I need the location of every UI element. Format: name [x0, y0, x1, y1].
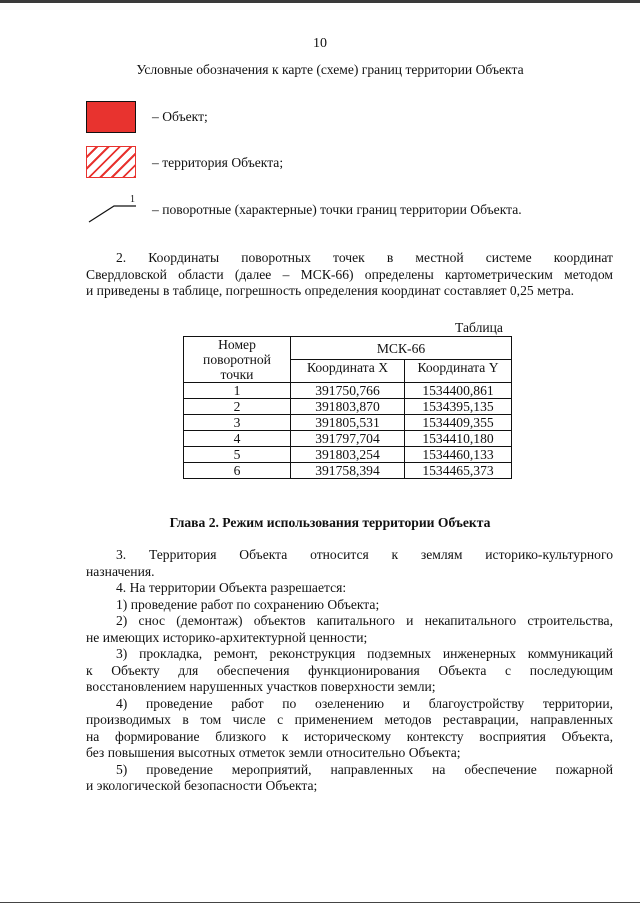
text-line: и экологической безопасности Объекта;: [86, 778, 318, 793]
header-line: точки: [220, 367, 254, 382]
header-point-number: [184, 337, 291, 383]
cell-y: 1534395,135: [405, 399, 512, 415]
cell-y: 1534460,133: [405, 447, 512, 463]
cell-number: 3: [184, 415, 291, 431]
cell-x: 391758,394: [291, 463, 405, 479]
text-line: и приведены в таблице, погрешность определения координат составляет 0,25 метра.: [86, 283, 575, 298]
text-line: назначения.: [86, 563, 155, 579]
text-line: не имеющих историко-архитектурной ценности;: [86, 629, 368, 645]
turning-point-label: 1: [130, 194, 135, 205]
table-header-row: [184, 337, 512, 360]
text-line: к Объекту для обеспечения функционирования Объекта с последующим: [86, 662, 613, 678]
body-text: [86, 547, 613, 795]
table-row: [184, 447, 512, 463]
table-row: [184, 463, 512, 479]
page-number: 10: [313, 36, 327, 51]
table-row: [184, 383, 512, 399]
cell-number: 1: [184, 383, 291, 399]
cell-y: 1534400,861: [405, 383, 512, 399]
text-line: на формирование близкого к историческому контексту восприятия Объекта,: [86, 728, 613, 744]
hatched-red-square-icon: [86, 146, 136, 178]
text-line: 1) проведение работ по сохранению Объекта;: [116, 596, 380, 612]
legend-item-label: – Объект;: [152, 109, 208, 124]
cell-x: 391803,870: [291, 399, 405, 415]
paragraph-coordinates: [86, 250, 613, 300]
text-line: 5) проведение мероприятий, направленных на обеспечение пожарной: [116, 761, 613, 777]
table-caption: Таблица: [455, 320, 503, 335]
legend-item-label: – поворотные (характерные) точки границ территории Объекта.: [152, 202, 522, 217]
cell-x: 391805,531: [291, 415, 405, 431]
page-top-edge: [0, 0, 640, 3]
text-line: без повышения высотных отметок земли относительно Объекта;: [86, 745, 461, 760]
cell-x: 391750,766: [291, 383, 405, 399]
text-line: 2) снос (демонтаж) объектов капитального и некапитального строительства,: [116, 613, 613, 628]
header-coord-x: Координата X: [291, 360, 405, 383]
legend-item-label: – территория Объекта;: [152, 155, 284, 170]
text-line: восстановлением нарушенных участков поверхности земли;: [86, 679, 436, 694]
header-msk66: МСК-66: [291, 337, 512, 360]
cell-number: 6: [184, 463, 291, 479]
cell-number: 4: [184, 431, 291, 447]
text-line: производимых в том числе с применением методов реставрации, направленных: [86, 712, 613, 727]
cell-number: 2: [184, 399, 291, 415]
text-line: 3) прокладка, ремонт, реконструкция подземных инженерных коммуникаций: [116, 646, 613, 661]
solid-red-square-icon: [86, 101, 136, 133]
header-line: поворотной: [203, 352, 271, 367]
text-line: 4) проведение работ по озеленению и благоустройству территории,: [116, 695, 613, 711]
text-line: 2. Координаты поворотных точек в местной системе координат: [116, 250, 613, 265]
header-line: Номер: [218, 337, 256, 352]
cell-number: 5: [184, 447, 291, 463]
coordinates-table: [183, 336, 512, 479]
cell-y: 1534410,180: [405, 431, 512, 447]
legend-item-turning-points: [86, 192, 586, 224]
page-bottom-edge: [0, 902, 640, 903]
chapter-title: Глава 2. Режим использования территории Объекта: [169, 515, 491, 530]
table-row: [184, 399, 512, 415]
turning-point-icon: [86, 192, 142, 226]
header-coord-y: Координата Y: [405, 360, 512, 383]
cell-y: 1534465,373: [405, 463, 512, 479]
cell-x: 391803,254: [291, 447, 405, 463]
table-row: [184, 415, 512, 431]
legend-title: Условные обозначения к карте (схеме) границ территории Объекта: [136, 62, 524, 77]
text-line: Свердловской области (далее – МСК-66) определены картометрическим методом: [86, 266, 613, 282]
cell-y: 1534409,355: [405, 415, 512, 431]
cell-x: 391797,704: [291, 431, 405, 447]
text-line: 3. Территория Объекта относится к землям историко-культурного: [116, 547, 613, 562]
text-line: 4. На территории Объекта разрешается:: [116, 580, 347, 595]
table-row: [184, 431, 512, 447]
